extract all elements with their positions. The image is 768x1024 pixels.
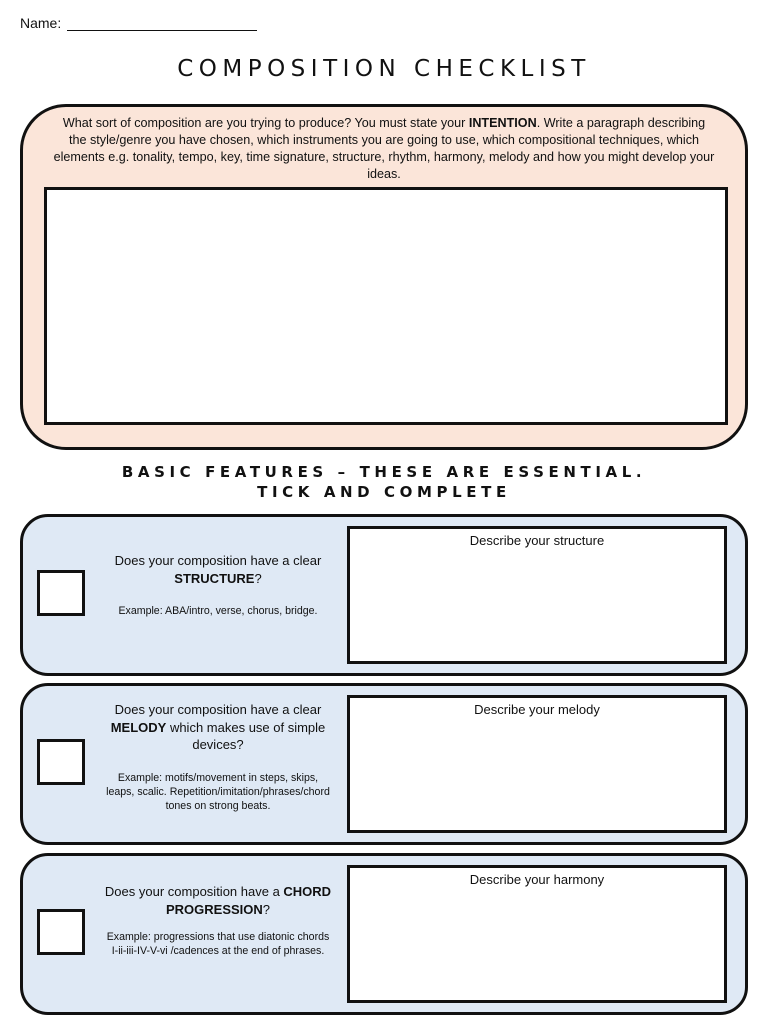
melody-answer-label: Describe your melody	[474, 702, 600, 717]
melody-question-end: which makes use of simple devices?	[166, 719, 326, 752]
harmony-keyword: CHORD PROGRESSION	[165, 884, 332, 917]
harmony-panel	[20, 853, 748, 1015]
melody-checkbox[interactable]	[37, 739, 85, 785]
name-label: Name:	[20, 15, 62, 31]
structure-example: Example: ABA/intro, verse, chorus, bridge.	[118, 605, 318, 617]
structure-panel	[20, 514, 748, 676]
intention-keyword: INTENTION	[468, 116, 537, 130]
structure-keyword: STRUCTURE	[174, 570, 255, 586]
page-title: COMPOSITION CHECKLIST	[177, 56, 591, 82]
harmony-checkbox[interactable]	[37, 909, 85, 955]
structure-answer-label: Describe your structure	[469, 533, 605, 548]
section-heading-line1: BASIC FEATURES – THESE ARE ESSENTIAL.	[121, 463, 647, 481]
melody-question	[103, 701, 333, 754]
harmony-answer-box[interactable]	[347, 865, 727, 1003]
melody-panel	[20, 683, 748, 845]
melody-answer-box[interactable]	[347, 695, 727, 833]
section-heading	[0, 462, 768, 502]
melody-keyword: MELODY	[110, 719, 167, 735]
melody-question-text: Does your composition have a clear	[114, 702, 322, 717]
structure-answer-box[interactable]	[347, 526, 727, 664]
name-field[interactable]	[67, 14, 257, 31]
structure-question	[103, 552, 333, 587]
harmony-question-text: Does your composition have a	[104, 884, 284, 899]
melody-example: Example: motifs/movement in steps, skips, leaps, scalic. Repetition/imitation/phrases/chord tones on strong beats.	[106, 772, 330, 812]
harmony-question-end: ?	[262, 901, 271, 917]
section-heading-line2: TICK AND COMPLETE	[257, 483, 511, 501]
harmony-answer-label: Describe your harmony	[469, 872, 605, 887]
intention-answer-box[interactable]	[44, 187, 728, 425]
structure-question-text: Does your composition have a clear	[114, 553, 322, 568]
name-row	[20, 14, 257, 31]
intention-panel	[20, 104, 748, 450]
intention-instructions	[53, 115, 715, 183]
structure-checkbox[interactable]	[37, 570, 85, 616]
structure-question-end: ?	[254, 570, 262, 586]
intention-text-before: What sort of composition are you trying to produce? You must state your	[62, 116, 469, 130]
harmony-example: Example: progressions that use diatonic chords I-ii-iii-IV-V-vi /cadences at the end of phrases.	[106, 931, 330, 957]
harmony-question	[103, 883, 333, 918]
intention-text-after: . Write a paragraph describing the style/genre you have chosen, which instruments you are going to use, which compositional techniques, which elements e.g. tonality, tempo, key, time signature, structure, rhythm, harmony, melody and how you might develop your ideas.	[53, 116, 715, 181]
